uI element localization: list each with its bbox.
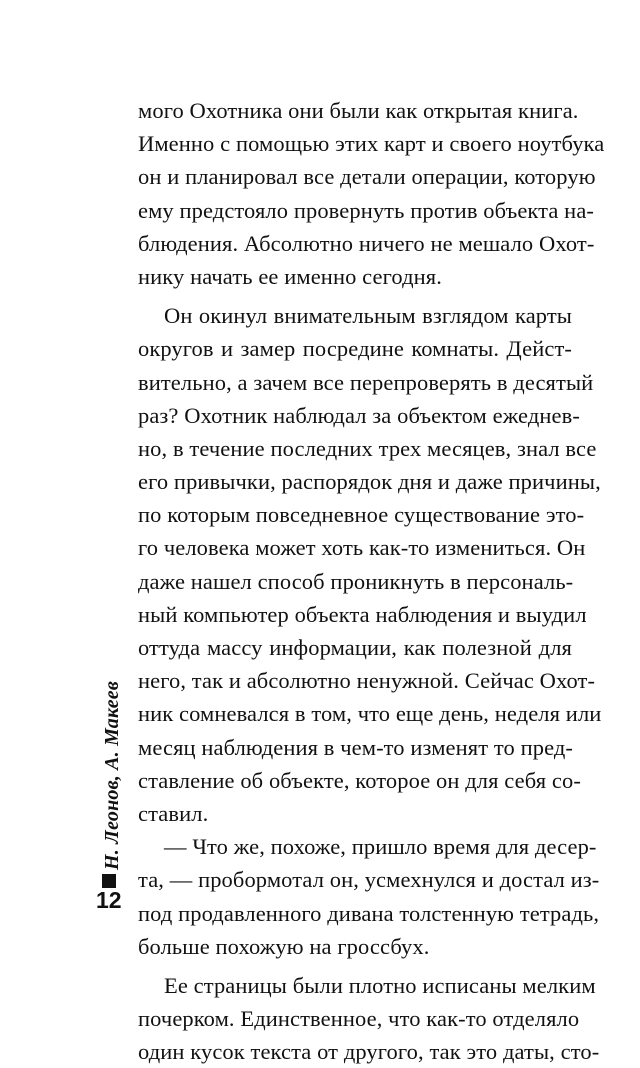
text-line: вительно, а зачем все перепроверять в десятый	[138, 369, 594, 395]
running-head-authors: Н. Леонов, А. Макеев	[101, 681, 123, 870]
text-line: блюдения. Абсолютно ничего не мешало Охот-	[138, 230, 595, 256]
text-line: раз? Охотник наблюдал за объектом ежеднев-	[138, 402, 580, 428]
text-line: ный компьютер объекта наблюдения и выудил	[138, 601, 587, 627]
text-line: та, — пробормотал он, усмехнулся и достал из-	[138, 867, 600, 893]
text-line: один кусок текста от другого, так это даты, сто-	[138, 1039, 600, 1065]
text-line: его привычки, распорядок дня и даже причины,	[138, 469, 601, 495]
text-line: под продавленного дивана толстенную тетрадь,	[138, 900, 600, 926]
text-line: Именно с помощью этих карт и своего ноутбука	[138, 131, 605, 157]
text-line: ник сомневался в том, что еще день, неделя или	[138, 701, 602, 727]
text-line: даже нашел способ проникнуть в персональ-	[138, 568, 574, 594]
text-line: по которым повседневное существование это-	[138, 502, 585, 528]
text-line: него, так и абсолютно ненужной. Сейчас Охот-	[138, 668, 596, 694]
text-line: он и планировал все детали операции, которую	[138, 164, 596, 190]
text-line: ставил.	[138, 800, 209, 826]
text-line: месяц наблюдения в чем-то изменят то пред-	[138, 734, 573, 760]
text-line: оттуда массу информации, как полезной для	[138, 635, 572, 660]
text-line: Он окинул внимательным взглядом карты	[164, 303, 572, 329]
text-line: округов и замер посредине комнаты. Дейст-	[138, 336, 572, 362]
text-line: го человека может хоть как-то измениться. Он	[138, 535, 586, 561]
text-line: Ее страницы были плотно исписаны мелким	[164, 972, 596, 998]
text-line: — Что же, похоже, пришло время для десер-	[164, 834, 597, 860]
text-line: мого Охотника они были как открытая книга.	[138, 98, 579, 123]
text-line: почерком. Единственное, что как-то отделяло	[138, 1006, 580, 1032]
text-line: нику начать ее именно сегодня.	[138, 263, 442, 289]
running-head	[98, 681, 126, 890]
page-number: 12	[96, 887, 122, 913]
text-line: больше похожую на гроссбух.	[138, 933, 430, 959]
text-line: но, в течение последних трех месяцев, знал все	[138, 435, 597, 461]
body-text	[138, 94, 605, 1068]
text-line: ему предстояло провернуть против объекта на-	[138, 197, 595, 223]
text-line: ставление об объекте, которое он для себя со-	[138, 767, 581, 793]
